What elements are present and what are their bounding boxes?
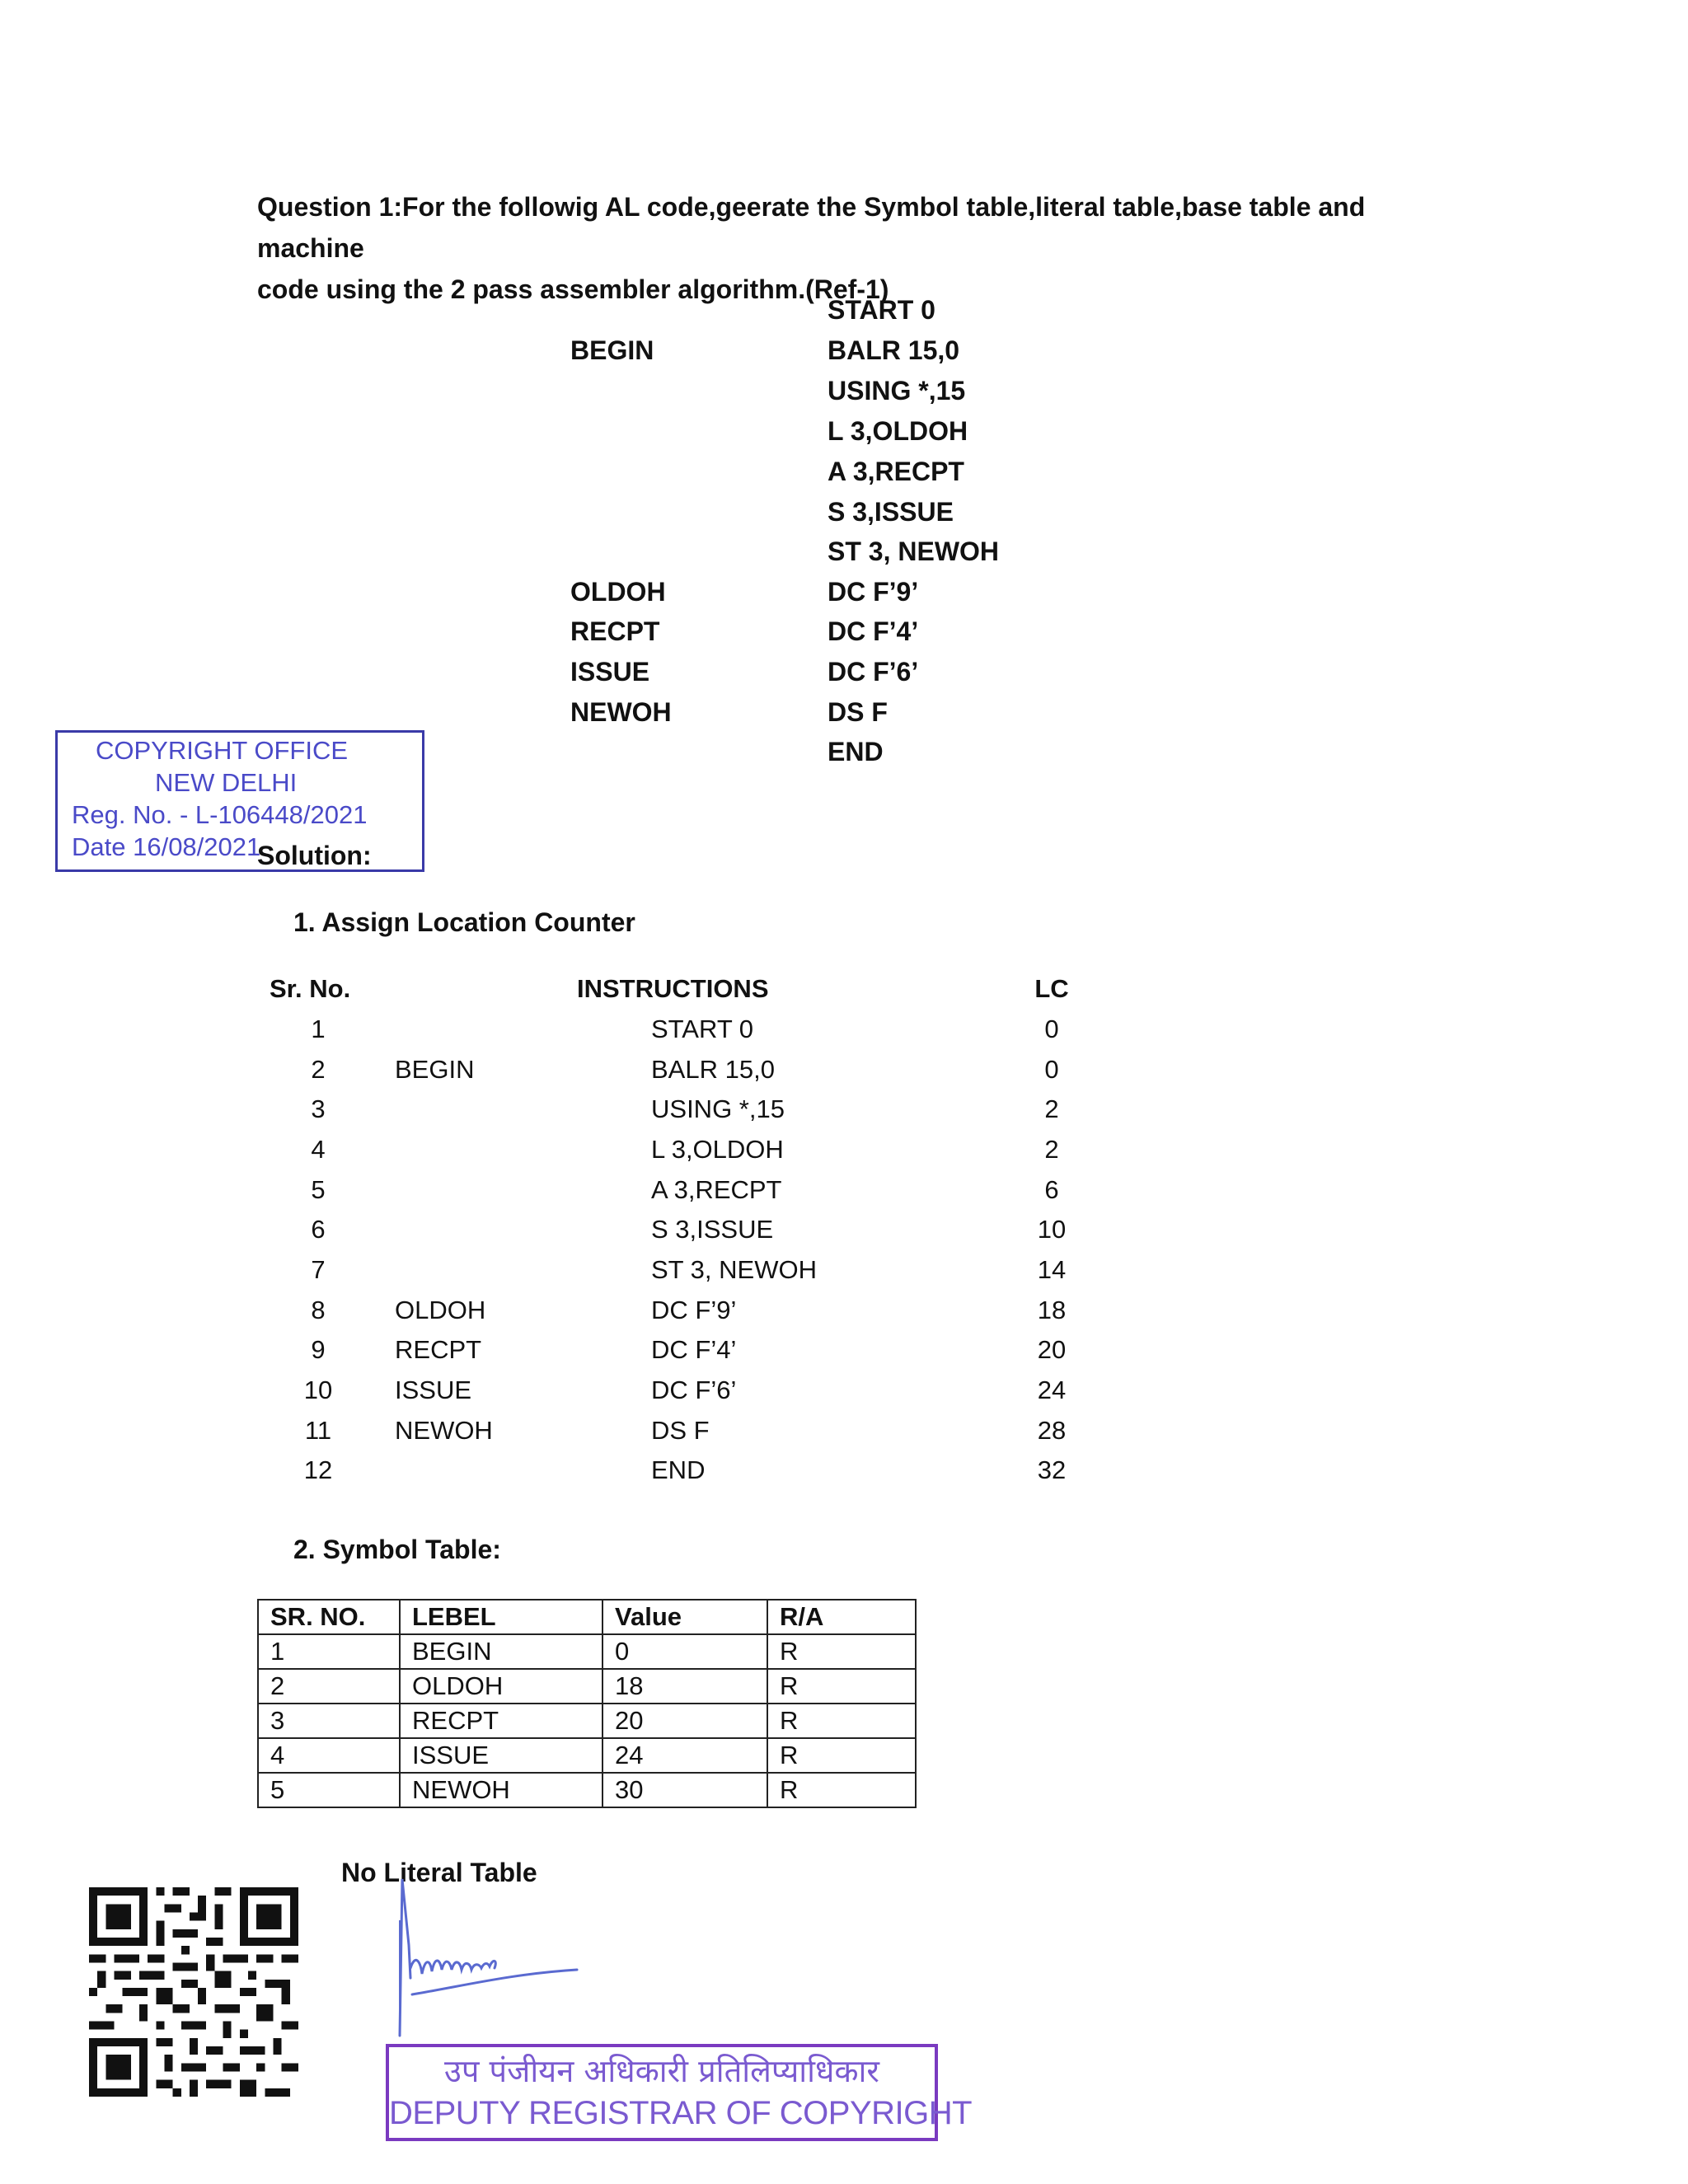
- lc-row-label: RECPT: [395, 1335, 482, 1364]
- lc-header-sr: Sr. No.: [270, 974, 351, 1003]
- table-cell: 4: [258, 1738, 400, 1773]
- lc-row-sr: 4: [311, 1135, 326, 1164]
- lc-row-lc: 32: [1037, 1455, 1067, 1484]
- table-cell: 24: [603, 1738, 767, 1773]
- question-text: [257, 186, 1444, 310]
- lc-row-sr: 8: [311, 1296, 326, 1324]
- lc-row-instr: DC F’9’: [651, 1296, 737, 1324]
- table-cell: R: [767, 1738, 916, 1773]
- lc-row-lc: 18: [1037, 1296, 1067, 1324]
- lc-row-lc: 10: [1037, 1215, 1067, 1244]
- code-instr: BALR 15,0: [828, 335, 960, 365]
- lc-row-lc: 6: [1044, 1175, 1059, 1204]
- table-cell: R: [767, 1773, 916, 1807]
- stamp-line: Reg. No. - L-106448/2021: [72, 800, 368, 829]
- code-instr: START 0: [828, 295, 935, 325]
- table-cell: 20: [603, 1704, 767, 1738]
- lc-header-lc: LC: [1034, 974, 1069, 1003]
- registrar-stamp: [386, 2044, 973, 2141]
- table-header-row: [258, 1600, 916, 1634]
- lc-row-sr: 11: [304, 1416, 332, 1445]
- lc-row-lc: 20: [1037, 1335, 1067, 1364]
- table-cell: OLDOH: [400, 1669, 603, 1704]
- table-cell: BEGIN: [400, 1634, 603, 1669]
- code-instr: L 3,OLDOH: [828, 416, 968, 446]
- lc-row-sr: 5: [311, 1175, 326, 1204]
- stamp-line: Date 16/08/2021: [72, 832, 261, 861]
- solution-heading: Solution:: [257, 841, 372, 870]
- lc-row-instr: START 0: [651, 1015, 754, 1043]
- table-cell: RECPT: [400, 1704, 603, 1738]
- column-header: SR. NO.: [258, 1600, 400, 1634]
- code-instr: END: [828, 737, 884, 766]
- code-instr: A 3,RECPT: [828, 457, 964, 486]
- registrar-hindi: उप पंजीयन अधिकारी प्रतिलिप्याधिकार: [444, 2053, 879, 2089]
- lc-row-label: ISSUE: [395, 1376, 472, 1404]
- lc-row-sr: 10: [303, 1376, 333, 1404]
- table-row: [258, 1669, 916, 1704]
- table-row: [258, 1738, 916, 1773]
- code-label: ISSUE: [570, 657, 650, 687]
- lc-row-lc: 28: [1037, 1416, 1067, 1445]
- code-label: NEWOH: [570, 697, 672, 727]
- lc-row-instr: ST 3, NEWOH: [651, 1255, 817, 1284]
- code-instr: USING *,15: [828, 376, 966, 405]
- table-cell: 30: [603, 1773, 767, 1807]
- lc-row-lc: 2: [1044, 1135, 1059, 1164]
- symbol-table: [257, 1599, 917, 1808]
- lc-row-instr: BALR 15,0: [651, 1055, 775, 1084]
- table-cell: 1: [258, 1634, 400, 1669]
- code-label: BEGIN: [570, 335, 654, 365]
- lc-row-label: NEWOH: [395, 1416, 493, 1445]
- code-label: OLDOH: [570, 577, 666, 607]
- lc-row-instr: DS F: [651, 1416, 710, 1445]
- lc-row-instr: USING *,15: [651, 1094, 785, 1123]
- lc-row-instr: L 3,OLDOH: [651, 1135, 784, 1164]
- lc-row-sr: 7: [311, 1255, 326, 1284]
- lc-row-sr: 3: [311, 1094, 326, 1123]
- table-row: [258, 1634, 916, 1669]
- section-heading: 2. Symbol Table:: [293, 1535, 501, 1564]
- table-cell: 5: [258, 1773, 400, 1807]
- column-header: LEBEL: [400, 1600, 603, 1634]
- table-cell: 0: [603, 1634, 767, 1669]
- lc-row-lc: 24: [1037, 1376, 1067, 1404]
- table-cell: 3: [258, 1704, 400, 1738]
- code-instr: S 3,ISSUE: [828, 497, 954, 527]
- table-cell: R: [767, 1634, 916, 1669]
- signature-icon: [387, 1871, 635, 2044]
- column-header: R/A: [767, 1600, 916, 1634]
- stamp-line: NEW DELHI: [155, 768, 298, 797]
- literal-table-note: No Literal Table: [341, 1858, 537, 1887]
- lc-row-instr: DC F’4’: [651, 1335, 737, 1364]
- section-heading: 1. Assign Location Counter: [293, 907, 635, 937]
- lc-row-label: OLDOH: [395, 1296, 486, 1324]
- question-line-1: Question 1:For the followig AL code,geerate the Symbol table,literal table,base table and machine: [257, 192, 1366, 263]
- code-instr: DC F’9’: [828, 577, 919, 607]
- lc-row-sr: 12: [303, 1455, 333, 1484]
- stamp-line: COPYRIGHT OFFICE: [96, 736, 349, 765]
- lc-row-sr: 6: [311, 1215, 326, 1244]
- code-instr: DC F’6’: [828, 657, 919, 687]
- lc-row-lc: 2: [1044, 1094, 1059, 1123]
- question-line-2: code using the 2 pass assembler algorithm.(Ref-1): [257, 274, 889, 304]
- lc-row-instr: A 3,RECPT: [651, 1175, 782, 1204]
- code-instr: DC F’4’: [828, 616, 919, 646]
- table-cell: 2: [258, 1669, 400, 1704]
- lc-row-lc: 0: [1044, 1015, 1059, 1043]
- code-instr: ST 3, NEWOH: [828, 537, 1000, 566]
- table-cell: ISSUE: [400, 1738, 603, 1773]
- lc-header-instr: INSTRUCTIONS: [577, 974, 769, 1003]
- table-cell: R: [767, 1669, 916, 1704]
- lc-row-sr: 1: [311, 1015, 326, 1043]
- table-row: [258, 1704, 916, 1738]
- lc-row-sr: 9: [311, 1335, 326, 1364]
- qr-code-icon: [89, 1887, 298, 2097]
- lc-row-label: BEGIN: [395, 1055, 475, 1084]
- lc-row-lc: 0: [1044, 1055, 1059, 1084]
- lc-row-sr: 2: [311, 1055, 326, 1084]
- table-row: [258, 1773, 916, 1807]
- lc-row-lc: 14: [1037, 1255, 1067, 1284]
- code-instr: DS F: [828, 697, 888, 727]
- table-cell: 18: [603, 1669, 767, 1704]
- lc-row-instr: DC F’6’: [651, 1376, 737, 1404]
- code-label: RECPT: [570, 616, 660, 646]
- registrar-english: DEPUTY REGISTRAR OF COPYRIGHT: [389, 2095, 973, 2131]
- lc-row-instr: END: [651, 1455, 706, 1484]
- table-cell: NEWOH: [400, 1773, 603, 1807]
- lc-row-instr: S 3,ISSUE: [651, 1215, 774, 1244]
- column-header: Value: [603, 1600, 767, 1634]
- table-cell: R: [767, 1704, 916, 1738]
